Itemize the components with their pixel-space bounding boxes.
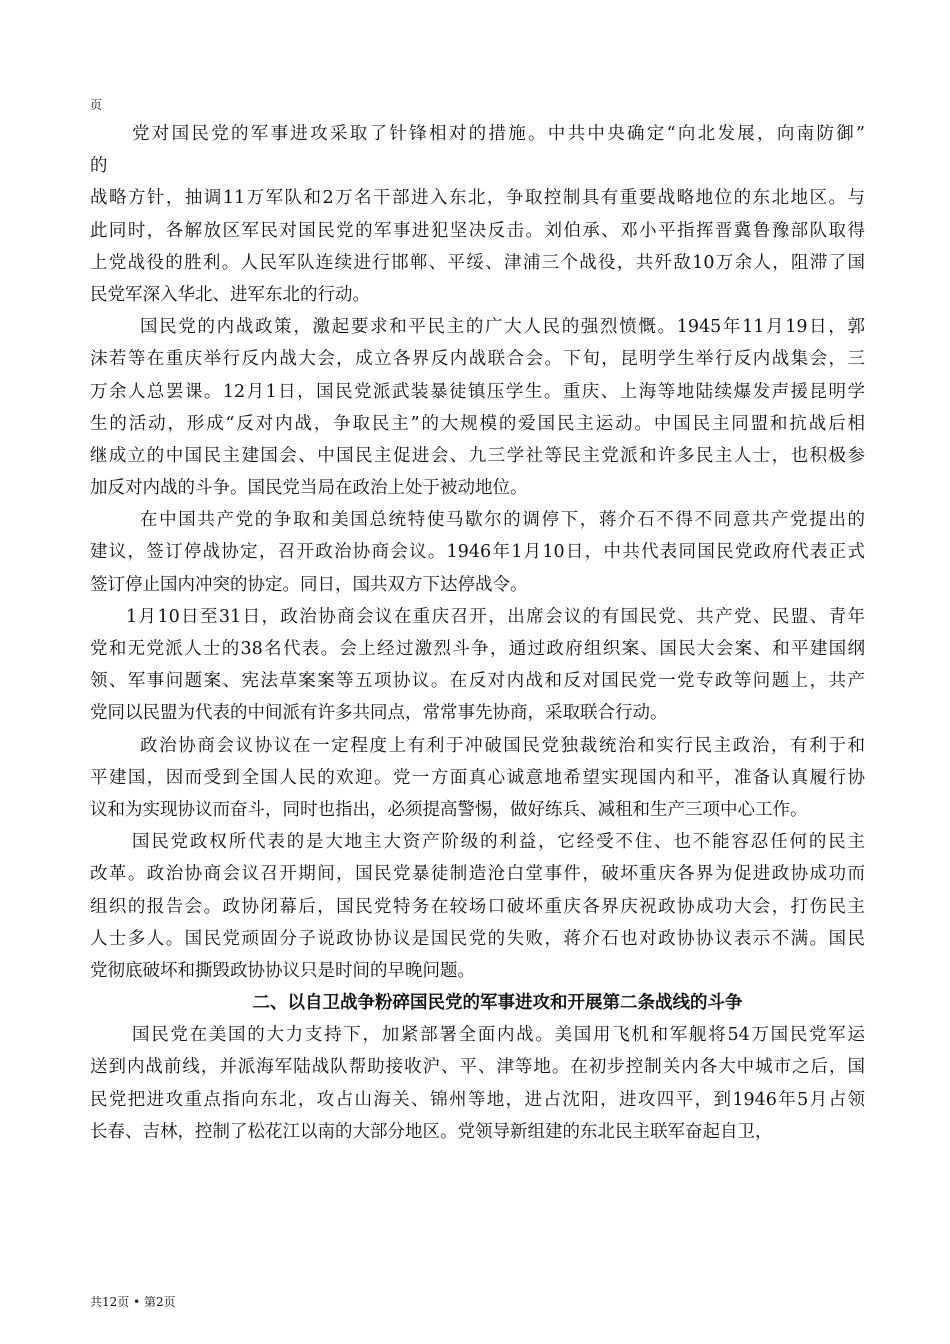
text-line: 党对国民党的军事进攻采取了针锋相对的措施。中共中央确定“向北发展，向南防御” (132, 124, 865, 144)
text-line: 长春、吉林，控制了松花江以南的大部分地区。党领导新组建的东北民主联军奋起自卫， (90, 1121, 773, 1142)
text-line: 生的活动，形成“反对内战，争取民主”的大规模的爱国民主运动。中国民主同盟和抗战后相 (90, 413, 865, 434)
text-line: 党同以民盟为代表的中间派有许多共同点，常常事先协商，采取联合行动。 (90, 703, 668, 724)
page-footer: 共12页 • 第2页 (90, 1295, 176, 1309)
text-line: 1月10日至31日，政治协商会议在重庆召开，出席会议的有国民党、共产党、民盟、青年 (126, 606, 865, 627)
page-header: 页 (90, 98, 103, 112)
text-line: 继成立的中国民主建国会、中国民主促进会、九三学社等民主党派和许多民主人士，也积极参 (90, 445, 865, 466)
text-line: 议和为实现协议而奋斗，同时也指出，必须提高警惕，做好练兵、减租和生产三项中心工作。 (90, 799, 808, 820)
text-line: 在中国共产党的争取和美国总统特使马歇尔的调停下，蒋介石不得不同意共产党提出的 (140, 510, 865, 531)
section-heading: 二、以自卫战争粉碎国民党的军事进攻和开展第二条战线的斗争 (252, 993, 743, 1014)
text-line: 沫若等在重庆举行反内战大会，成立各界反内战联合会。下旬，昆明学生举行反内战集会，三 (90, 349, 865, 370)
text-line: 平建国，因而受到全国人民的欢迎。党一方面真心诚意地希望实现国内和平，准备认真履行协 (90, 767, 865, 788)
text-line: 改革。政治协商会议召开期间，国民党暴徒制造沧白堂事件，破坏重庆各界为促进政协成功而 (90, 864, 865, 885)
text-line: 人士多人。国民党顽固分子说政协协议是国民党的失败，蒋介石也对政协协议表示不满。国民 (90, 928, 865, 949)
text-line: 领、军事问题案、宪法草案案等五项协议。在反对内战和反对国民党一党专政等问题上，共产 (90, 671, 865, 692)
text-line: 民党把进攻重点指向东北，攻占山海关、锦州等地，进占沈阳，进攻四平，到1946年5月占领 (90, 1089, 865, 1110)
text-line: 战略方针，抽调11万军队和2万名干部进入东北，争取控制具有重要战略地位的东北地区。与 (90, 188, 865, 209)
text-line: 的 (90, 156, 108, 177)
text-line: 上党战役的胜利。人民军队连续进行邯郸、平绥、津浦三个战役，共歼敌10万余人，阻滞了国 (90, 252, 865, 273)
text-line: 送到内战前线，并派海军陆战队帮助接收沪、平、津等地。在初步控制关内各大中城市之后，国 (90, 1057, 865, 1078)
text-line: 此同时，各解放区军民对国民党的军事进犯坚决反击。刘伯承、邓小平指挥晋冀鲁豫部队取得 (90, 220, 865, 241)
text-line: 民党军深入华北、进军东北的行动。 (90, 284, 370, 305)
text-line: 国民党的内战政策，激起要求和平民主的广大人民的强烈愤慨。1945年11月19日，郭 (140, 317, 865, 338)
text-line: 党和无党派人士的38名代表。会上经过激烈斗争，通过政府组织案、国民大会案、和平建国纲 (90, 639, 865, 659)
text-line: 党彻底破坏和撕毁政协协议只是时间的早晚问题。 (90, 960, 475, 981)
text-line: 加反对内战的斗争。国民党当局在政治上处于被动地位。 (90, 478, 528, 499)
text-line: 国民党政权所代表的是大地主大资产阶级的利益，它经受不住、也不能容忍任何的民主 (132, 832, 865, 853)
text-line: 万余人总罢课。12月1日，国民党派武装暴徒镇压学生。重庆、上海等地陆续爆发声援昆明学 (90, 381, 865, 402)
text-line: 建议，签订停战协定，召开政治协商会议。1946年1月10日，中共代表同国民党政府代表正式 (90, 542, 865, 563)
text-line: 组织的报告会。政协闭幕后，国民党特务在较场口破坏重庆各界庆祝政协成功大会，打伤民主 (90, 896, 865, 917)
text-line: 签订停止国内冲突的协定。同日，国共双方下达停战令。 (90, 574, 528, 595)
text-line: 政治协商会议协议在一定程度上有利于冲破国民党独裁统治和实行民主政治，有利于和 (140, 735, 865, 756)
document-body (90, 118, 865, 1148)
text-line: 国民党在美国的大力支持下，加紧部署全面内战。美国用飞机和军舰将54万国民党军运 (132, 1025, 865, 1046)
